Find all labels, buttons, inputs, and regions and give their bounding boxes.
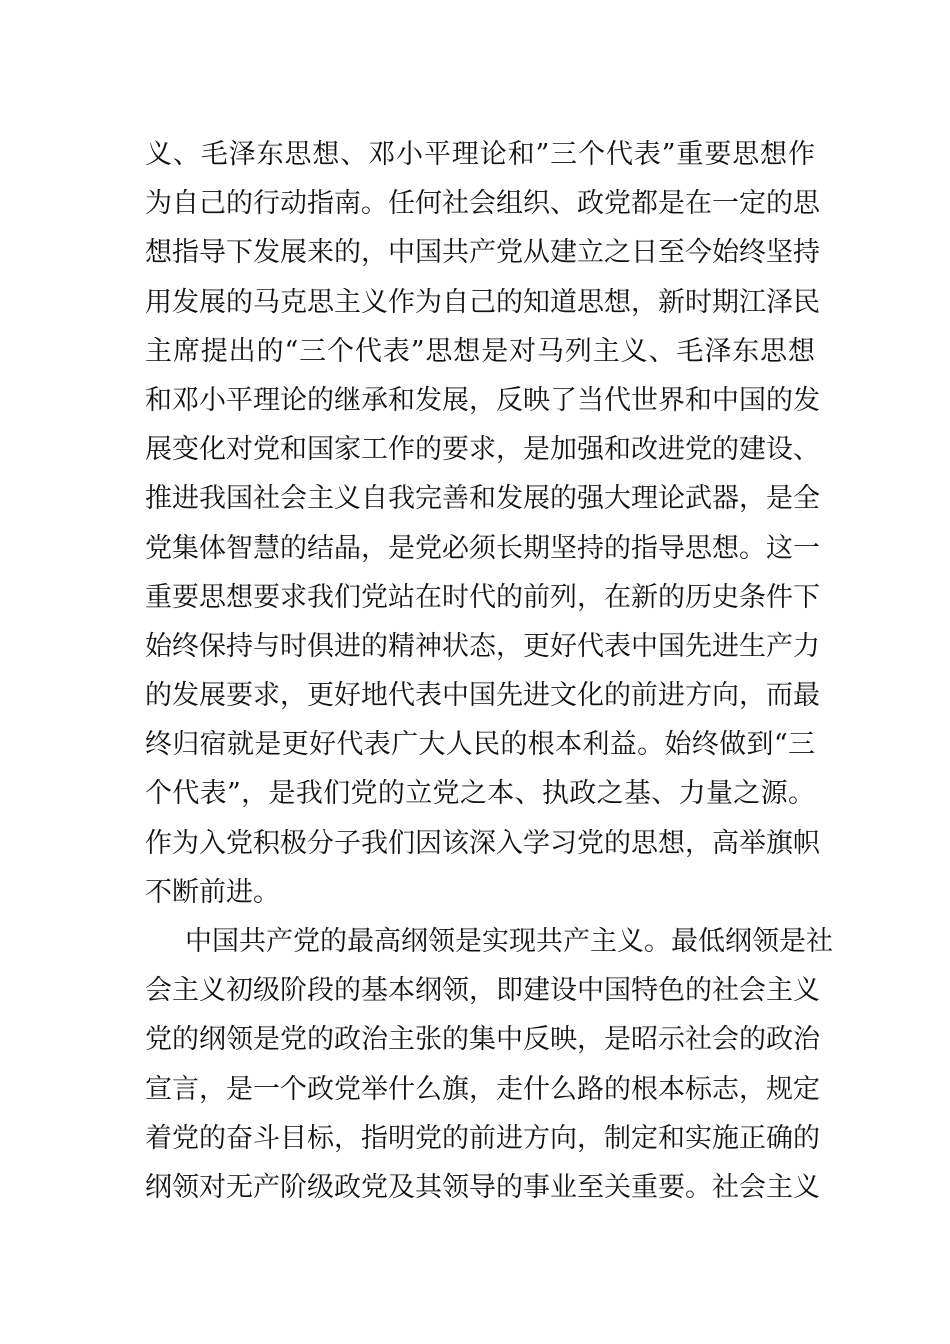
text-line: 党集体智慧的结晶，是党必须长期坚持的指导思想。这一 [145, 532, 820, 564]
text-line: 的发展要求，更好地代表中国先进文化的前进方向，而最 [145, 680, 820, 712]
text-line: 会主义初级阶段的基本纲领，即建设中国特色的社会主义 [145, 975, 820, 1007]
text-line: 个代表”，是我们党的立党之本、执政之基、力量之源。 [145, 778, 815, 810]
text-line: 主席提出的“三个代表”思想是对马列主义、毛泽东思想 [145, 335, 815, 367]
text-line: 终归宿就是更好代表广大人民的根本利益。始终做到“三 [145, 729, 815, 761]
text-line: 不断前进。 [145, 876, 280, 908]
text-line: 为自己的行动指南。任何社会组织、政党都是在一定的思 [145, 188, 820, 220]
text-line: 作为入党积极分子我们因该深入学习党的思想，高举旗帜 [145, 827, 820, 859]
text-line: 展变化对党和国家工作的要求，是加强和改进党的建设、 [145, 434, 820, 466]
text-line: 推进我国社会主义自我完善和发展的强大理论武器，是全 [145, 483, 820, 515]
text-line: 党的纲领是党的政治主张的集中反映，是昭示社会的政治 [145, 1024, 820, 1056]
body-text [145, 130, 833, 1212]
text-line: 义、毛泽东思想、邓小平理论和”三个代表”重要思想作 [145, 139, 815, 170]
text-line: 重要思想要求我们党站在时代的前列，在新的历史条件下 [145, 581, 820, 613]
text-line: 宣言，是一个政党举什么旗，走什么路的根本标志，规定 [145, 1073, 820, 1105]
text-line: 纲领对无产阶级政党及其领导的事业至关重要。社会主义 [145, 1171, 820, 1203]
text-line: 用发展的马克思主义作为自己的知道思想，新时期江泽民 [145, 286, 820, 318]
paragraph-first-line: 中国共产党的最高纲领是实现共产主义。最低纲领是社 [185, 926, 833, 957]
text-line: 始终保持与时俱进的精神状态，更好代表中国先进生产力 [145, 630, 820, 662]
text-line: 和邓小平理论的继承和发展，反映了当代世界和中国的发 [145, 384, 820, 416]
text-line: 想指导下发展来的，中国共产党从建立之日至今始终坚持 [145, 237, 820, 269]
text-line: 着党的奋斗目标，指明党的前进方向，制定和实施正确的 [145, 1122, 820, 1154]
